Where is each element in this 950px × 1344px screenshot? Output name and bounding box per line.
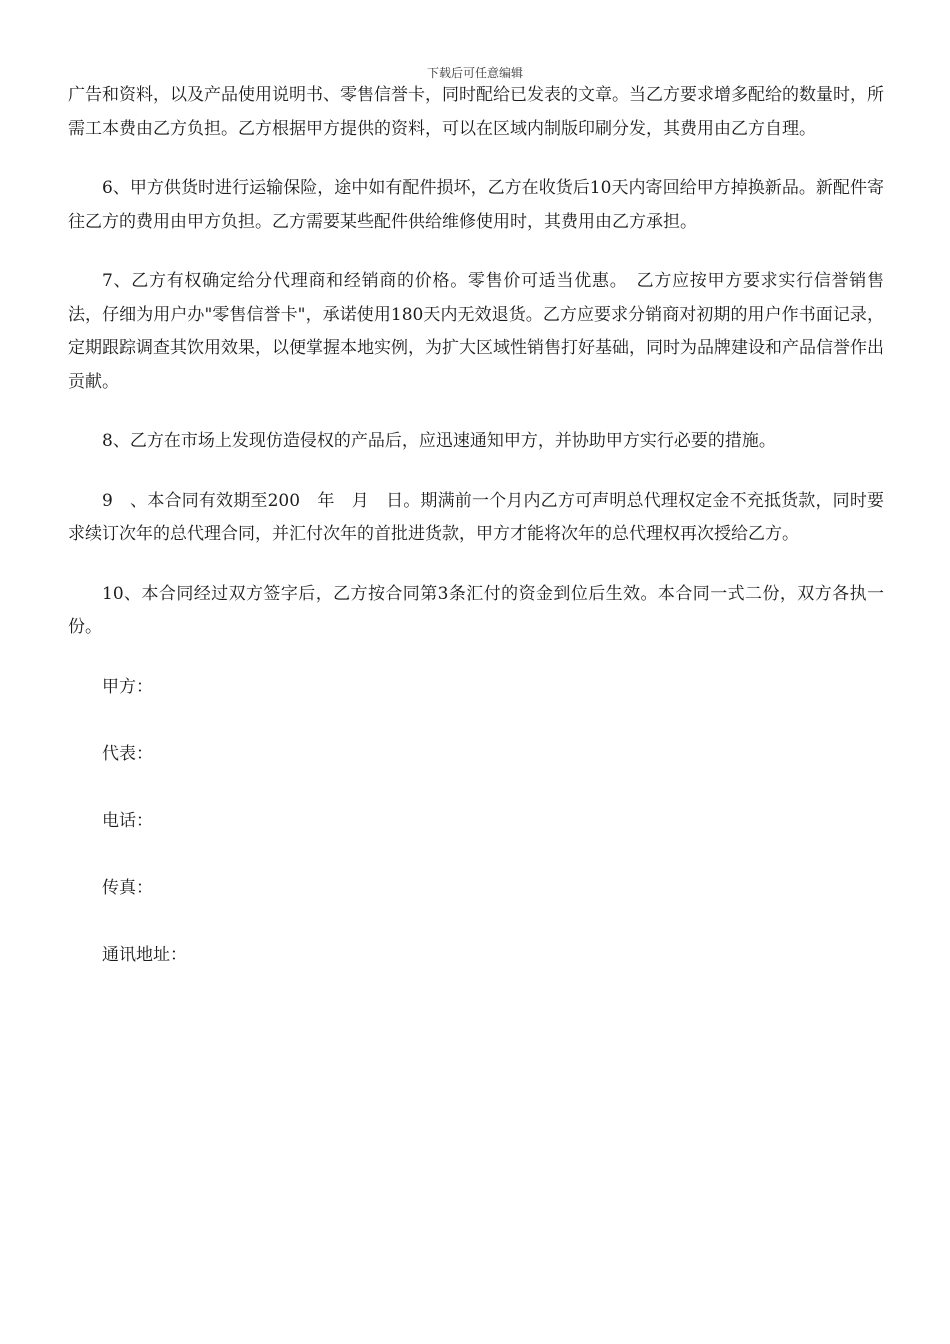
paragraph-clause-6: 6、甲方供货时进行运输保险，途中如有配件损坏，乙方在收货后10天内寄回给甲方掉换新品。新配件寄往乙方的费用由甲方负担。乙方需要某些配件供给维修使用时，其费用由乙方承担。 [68, 178, 884, 232]
paragraph-clause-9: 9 、本合同有效期至200 年 月 日。期满前一个月内乙方可声明总代理权定金不充抵货款，同时要求续订次年的总代理合同，并汇付次年的首批进货款，甲方才能将次年的总代理权再次授给乙方。 [68, 490, 884, 544]
contract-body [68, 79, 884, 1006]
page-header-note: 下载后可任意编辑 [426, 66, 523, 80]
signature-block [68, 671, 884, 1006]
signature-fax: 传真： [102, 877, 153, 898]
paragraph-clause-10: 10、本合同经过双方签字后，乙方按合同第3条汇付的资金到位后生效。本合同一式二份，双方各执一份。 [68, 583, 884, 637]
signature-phone: 电话： [102, 810, 153, 831]
signature-party-a: 甲方： [102, 676, 153, 697]
signature-address: 通讯地址： [102, 944, 187, 965]
paragraph-clause-7: 7、乙方有权确定给分代理商和经销商的价格。零售价可适当优惠。 乙方应按甲方要求实行信誉销售法，仔细为用户办"零售信誉卡"，承诺使用180天内无效退货。乙方应要求分销商对初期的用户作书面记录，定期跟踪调查其饮用效果，以便掌握本地实例，为扩大区域性销售打好基础，同时为品牌建设和产品信誉作出贡献。 [68, 271, 884, 392]
signature-representative: 代表： [102, 743, 153, 764]
paragraph-clause-8: 8、乙方在市场上发现仿造侵权的产品后，应迅速通知甲方，并协助甲方实行必要的措施。 [102, 431, 776, 451]
paragraph-continuation: 广告和资料，以及产品使用说明书、零售信誉卡，同时配给已发表的文章。当乙方要求增多配给的数量时，所需工本费由乙方负担。乙方根据甲方提供的资料，可以在区域内制版印刷分发，其费用由乙方自理。 [68, 85, 884, 139]
